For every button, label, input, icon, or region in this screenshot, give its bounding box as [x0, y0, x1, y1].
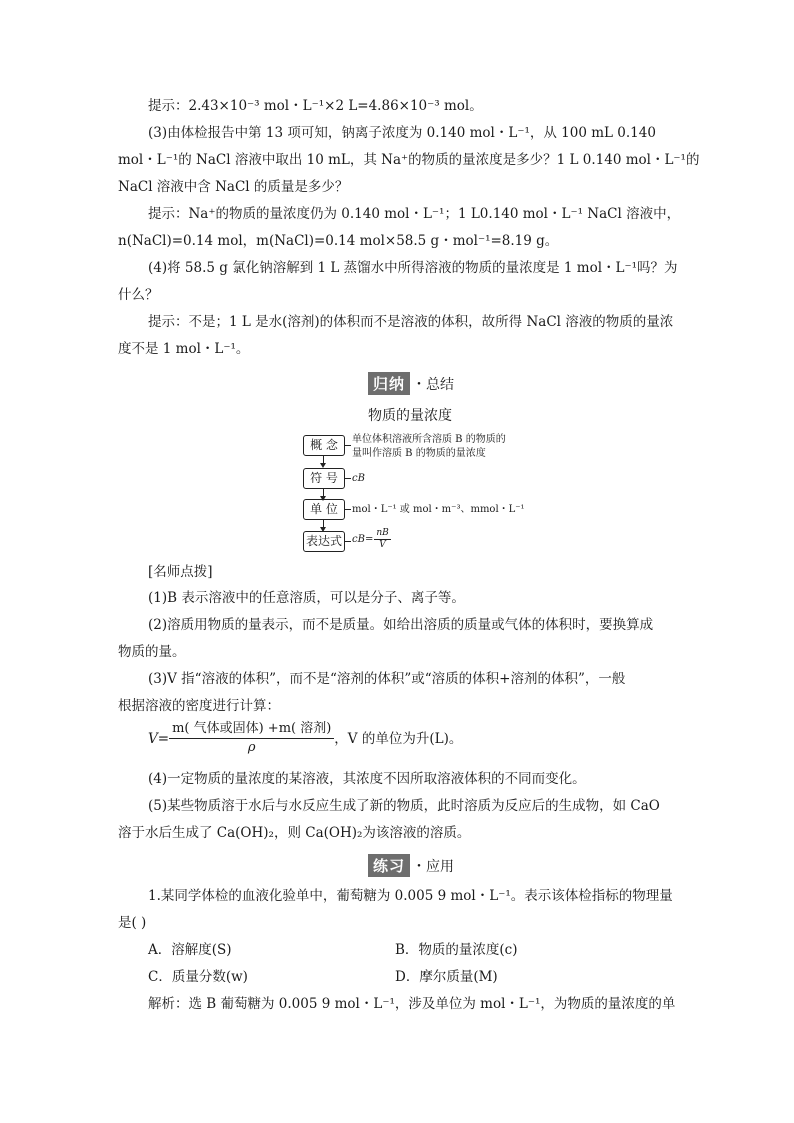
formula-right: ，V 的单位为升(L)。 — [334, 730, 463, 747]
tips-title: [名师点拨] — [148, 564, 213, 580]
tip-5-line-2: 溶于水后生成了 Ca(OH)₂，则 Ca(OH)₂为该溶液的溶质。 — [118, 825, 471, 841]
desc-unit: mol・L⁻¹ 或 mol・m⁻³、mmol・L⁻¹ — [352, 504, 525, 515]
tip-1: (1)B 表示溶液中的任意溶质，可以是分子、离子等。 — [148, 590, 465, 606]
summary-heading — [368, 372, 454, 395]
desc-concept-1: 单位体积溶液所含溶质 B 的物质的 — [352, 434, 506, 445]
option-b: B．物质的量浓度(c) — [395, 942, 518, 958]
formula-denominator: ρ — [247, 740, 256, 755]
box-unit: 单 位 — [303, 499, 345, 520]
practice-suffix: ・应用 — [412, 858, 455, 875]
summary-suffix: ・总结 — [412, 376, 455, 393]
question-4-line-1: (4)将 58.5 g 氯化钠溶解到 1 L 蒸馏水中所得溶液的物质的量浓度是 1 mol・L⁻¹吗？为 — [148, 260, 678, 276]
expr-left: cB= — [352, 534, 374, 545]
desc-symbol: cB — [352, 473, 365, 484]
box-symbol: 符 号 — [303, 468, 345, 489]
expr-denominator: V — [379, 540, 386, 550]
desc-concept-2: 量叫作溶质 B 的物质的量浓度 — [352, 448, 486, 459]
question-3-line-2: mol・L⁻¹的 NaCl 溶液中取出 10 mL，其 Na⁺的物质的量浓度是多少？1 L 0.140 mol・L⁻¹的 — [118, 152, 700, 168]
hint-4-line-2: 度不是 1 mol・L⁻¹。 — [118, 341, 250, 357]
tip-2-line-2: 物质的量。 — [118, 644, 186, 660]
summary-tag: 归纳 — [368, 372, 410, 395]
desc-expression — [352, 528, 391, 551]
expr-numerator: nB — [376, 528, 389, 538]
diagram-title: 物质的量浓度 — [368, 408, 452, 424]
exercise-1-line-2: 是( ) — [118, 915, 147, 931]
practice-tag: 练习 — [368, 854, 410, 877]
hint-4-line-1: 提示：不是；1 L 是水(溶剂)的体积而不是溶液的体积，故所得 NaCl 溶液的物质的量浓 — [148, 314, 674, 330]
option-d: D．摩尔质量(M) — [395, 969, 498, 985]
option-c: C．质量分数(w) — [148, 969, 248, 985]
connector-symbol — [345, 478, 351, 479]
practice-heading — [368, 854, 454, 877]
hint-3-line-1: 提示：Na⁺的物质的量浓度仍为 0.140 mol・L⁻¹；1 L0.140 mol・L⁻¹ NaCl 溶液中， — [148, 206, 681, 222]
connector-unit — [345, 509, 351, 510]
formula-numerator: m( 气体或固体) +m( 溶剂) — [169, 720, 334, 739]
tip-5-line-1: (5)某些物质溶于水后与水反应生成了新的物质，此时溶质为反应后的生成物，如 CaO — [148, 798, 660, 814]
hint-3-line-2: n(NaCl)=0.14 mol，m(NaCl)=0.14 mol×58.5 g・mol⁻¹=8.19 g。 — [118, 233, 559, 249]
box-expression: 表达式 — [303, 531, 345, 552]
formula-left: V= — [148, 730, 170, 747]
analysis-line: 解析：选 B 葡萄糖为 0.005 9 mol・L⁻¹，涉及单位为 mol・L⁻¹，为物质的量浓度的单 — [148, 996, 676, 1012]
tip-2-line-1: (2)溶质用物质的量表示，而不是质量。如给出溶质的质量或气体的体积时，要换算成 — [148, 617, 654, 633]
exercise-1-line-1: 1.某同学体检的血液化验单中，葡萄糖为 0.005 9 mol・L⁻¹。表示该体检指标的物理量 — [148, 888, 673, 904]
hint-1: 提示：2.43×10⁻³ mol・L⁻¹×2 L=4.86×10⁻³ mol。 — [148, 98, 483, 114]
volume-formula — [148, 720, 462, 757]
connector-expression — [345, 541, 351, 542]
tip-3-line-2: 根据溶液的密度进行计算： — [118, 698, 280, 714]
question-3-line-1: (3)由体检报告中第 13 项可知，钠离子浓度为 0.140 mol・L⁻¹，从 100 mL 0.140 — [148, 125, 656, 141]
question-4-line-2: 什么？ — [118, 287, 159, 303]
box-concept: 概 念 — [303, 435, 345, 456]
question-3-line-3: NaCl 溶液中含 NaCl 的质量是多少？ — [118, 179, 349, 195]
connector-concept — [345, 445, 351, 446]
tip-4: (4)一定物质的量浓度的某溶液，其浓度不因所取溶液体积的不同而变化。 — [148, 771, 586, 787]
option-a: A．溶解度(S) — [148, 942, 232, 958]
tip-3-line-1: (3)V 指“溶液的体积”，而不是“溶剂的体积”或“溶质的体积+溶剂的体积”，一般 — [148, 671, 626, 687]
